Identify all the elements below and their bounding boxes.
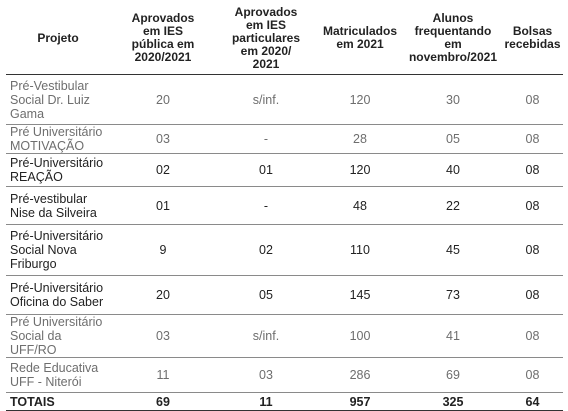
aprovados-particulares-cell: s/inf. bbox=[216, 315, 316, 358]
header-line: 2021 bbox=[252, 56, 280, 71]
project-name-line: Social Dr. Luiz bbox=[10, 92, 90, 107]
header-line: em bbox=[444, 37, 462, 51]
header-line: Aprovados bbox=[234, 4, 298, 19]
bolsas-cell: 08 bbox=[502, 358, 563, 393]
project-name-line: Gama bbox=[10, 106, 45, 121]
project-name-cell bbox=[6, 154, 110, 187]
frequentando-cell: 41 bbox=[404, 315, 502, 358]
header-aprovados-publica bbox=[110, 2, 216, 75]
aprovados-particulares-cell: 02 bbox=[216, 225, 316, 276]
header-projeto bbox=[6, 2, 110, 75]
project-name-line: Pré-Universitário bbox=[10, 229, 104, 243]
matriculados-cell: 28 bbox=[316, 125, 404, 154]
project-name-cell bbox=[6, 225, 110, 276]
project-name-line: Rede Educativa bbox=[10, 361, 99, 375]
header-aprovados-particulares bbox=[216, 2, 316, 75]
header-line: Bolsas bbox=[512, 24, 553, 38]
table-body bbox=[6, 75, 563, 411]
bolsas-cell: 08 bbox=[502, 187, 563, 225]
project-name-line: Pré-Vestibular bbox=[10, 78, 89, 93]
totals-matriculados: 957 bbox=[316, 393, 404, 411]
frequentando-cell: 05 bbox=[404, 125, 502, 154]
project-name-cell bbox=[6, 315, 110, 358]
aprovados-publica-cell: 20 bbox=[110, 75, 216, 125]
frequentando-cell: 40 bbox=[404, 154, 502, 187]
header-line: recebidas bbox=[504, 37, 561, 51]
matriculados-cell: 145 bbox=[316, 276, 404, 315]
header-line: frequentando bbox=[414, 24, 492, 38]
frequentando-cell: 45 bbox=[404, 225, 502, 276]
header-line: pública em bbox=[131, 37, 195, 51]
aprovados-publica-cell: 03 bbox=[110, 315, 216, 358]
project-name-line: Pré Universitário bbox=[10, 315, 103, 329]
project-name-cell bbox=[6, 276, 110, 315]
project-name-line: UFF - Niterói bbox=[10, 375, 82, 389]
matriculados-cell: 120 bbox=[316, 154, 404, 187]
header-line: particulares bbox=[231, 30, 301, 45]
projects-table bbox=[6, 2, 563, 411]
header-line: Projeto bbox=[37, 30, 79, 45]
header-alunos-frequentando bbox=[404, 2, 502, 75]
project-name-line: Oficina do Saber bbox=[10, 295, 104, 309]
project-name-line: Pré-Universitário bbox=[10, 156, 104, 170]
aprovados-publica-cell: 20 bbox=[110, 276, 216, 315]
frequentando-cell: 30 bbox=[404, 75, 502, 125]
totals-publica: 69 bbox=[110, 393, 216, 411]
header-line: em 2021 bbox=[336, 37, 384, 51]
aprovados-publica-cell: 03 bbox=[110, 125, 216, 154]
matriculados-cell: 100 bbox=[316, 315, 404, 358]
header-matriculados bbox=[316, 2, 404, 75]
project-name-line: Friburgo bbox=[10, 257, 57, 271]
frequentando-cell: 22 bbox=[404, 187, 502, 225]
header-line: Matriculados bbox=[322, 24, 397, 38]
table-row bbox=[6, 125, 563, 154]
header-bolsas bbox=[502, 2, 563, 75]
project-name-line: Social da UFF/RO bbox=[10, 329, 62, 357]
project-name-line: Social Nova bbox=[10, 243, 77, 257]
aprovados-particulares-cell: - bbox=[216, 125, 316, 154]
table-row bbox=[6, 358, 563, 393]
totals-label: TOTAIS bbox=[6, 393, 110, 411]
bolsas-cell: 08 bbox=[502, 75, 563, 125]
bolsas-cell: 08 bbox=[502, 225, 563, 276]
table-row bbox=[6, 187, 563, 225]
matriculados-cell: 48 bbox=[316, 187, 404, 225]
project-name-cell bbox=[6, 75, 110, 125]
header-line: em IES bbox=[245, 17, 287, 32]
header-line: Aprovados bbox=[131, 11, 195, 25]
project-name-line: Pré-Universitário bbox=[10, 281, 104, 295]
header-line: novembro/2021 bbox=[408, 50, 498, 64]
table-row bbox=[6, 75, 563, 125]
aprovados-publica-cell: 01 bbox=[110, 187, 216, 225]
aprovados-particulares-cell: 01 bbox=[216, 154, 316, 187]
table-row bbox=[6, 225, 563, 276]
aprovados-particulares-cell: 03 bbox=[216, 358, 316, 393]
totals-frequentando: 325 bbox=[404, 393, 502, 411]
matriculados-cell: 110 bbox=[316, 225, 404, 276]
totals-particulares: 11 bbox=[216, 393, 316, 411]
bolsas-cell: 08 bbox=[502, 276, 563, 315]
project-name-cell bbox=[6, 358, 110, 393]
aprovados-publica-cell: 9 bbox=[110, 225, 216, 276]
bolsas-cell: 08 bbox=[502, 125, 563, 154]
bolsas-cell: 08 bbox=[502, 154, 563, 187]
frequentando-cell: 73 bbox=[404, 276, 502, 315]
matriculados-cell: 120 bbox=[316, 75, 404, 125]
totals-row bbox=[6, 393, 563, 411]
project-name-line: MOTIVAÇÃO bbox=[10, 139, 85, 153]
matriculados-cell: 286 bbox=[316, 358, 404, 393]
project-name-cell bbox=[6, 125, 110, 154]
project-name-line: Pré Universitário bbox=[10, 125, 103, 139]
project-name-line: REAÇÃO bbox=[10, 170, 63, 184]
project-name-line: Nise da Silveira bbox=[10, 205, 97, 220]
table-header bbox=[6, 2, 563, 75]
aprovados-particulares-cell: - bbox=[216, 187, 316, 225]
header-line: em 2020/ bbox=[240, 43, 292, 58]
header-row bbox=[6, 2, 563, 75]
project-name-cell bbox=[6, 187, 110, 225]
header-line: 2020/2021 bbox=[134, 50, 192, 64]
project-name-line: Pré-vestibular bbox=[10, 191, 88, 206]
header-line: em IES bbox=[142, 24, 184, 38]
table-row bbox=[6, 276, 563, 315]
bolsas-cell: 08 bbox=[502, 315, 563, 358]
aprovados-particulares-cell: 05 bbox=[216, 276, 316, 315]
table-row bbox=[6, 154, 563, 187]
frequentando-cell: 69 bbox=[404, 358, 502, 393]
totals-bolsas: 64 bbox=[502, 393, 563, 411]
aprovados-publica-cell: 11 bbox=[110, 358, 216, 393]
table-row bbox=[6, 315, 563, 358]
aprovados-particulares-cell: s/inf. bbox=[216, 75, 316, 125]
aprovados-publica-cell: 02 bbox=[110, 154, 216, 187]
header-line: Alunos bbox=[432, 11, 474, 25]
